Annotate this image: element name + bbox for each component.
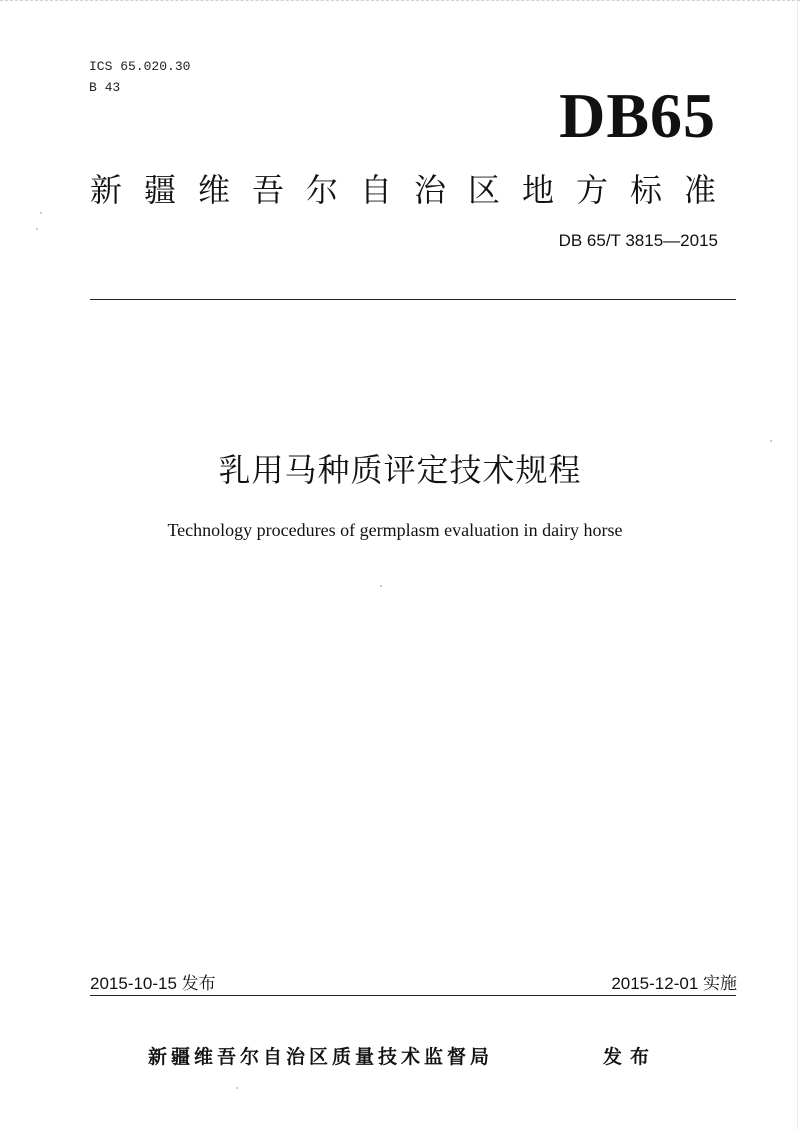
ics-code: ICS 65.020.30 — [89, 59, 191, 74]
scan-edge-top — [0, 0, 800, 3]
implementation-date: 2015-12-01 实施 — [611, 974, 737, 993]
standard-prefix-mark: DB65 — [559, 80, 716, 151]
standard-number: DB 65/T 3815—2015 — [558, 231, 718, 250]
scan-speck — [770, 440, 772, 442]
scan-speck — [236, 1087, 238, 1089]
classification-codes — [89, 56, 190, 98]
document-title-english: Technology procedures of germplasm evaluation in dairy horse — [167, 520, 623, 540]
top-divider — [90, 299, 736, 300]
scan-speck — [40, 212, 42, 214]
document-title-chinese: 乳用马种质评定技术规程 — [218, 451, 582, 489]
scan-speck — [36, 228, 38, 230]
scan-edge-right — [796, 0, 798, 1130]
standard-category-heading: 新疆维吾尔自治区地方标准 — [90, 171, 739, 209]
publish-label: 发布 — [603, 1046, 658, 1068]
scan-speck — [380, 585, 382, 587]
issue-date: 2015-10-15 发布 — [90, 974, 216, 993]
publishing-authority: 新疆维吾尔自治区质量技术监督局 — [148, 1046, 494, 1068]
bottom-divider — [90, 995, 736, 996]
ccs-code: B 43 — [89, 80, 121, 95]
